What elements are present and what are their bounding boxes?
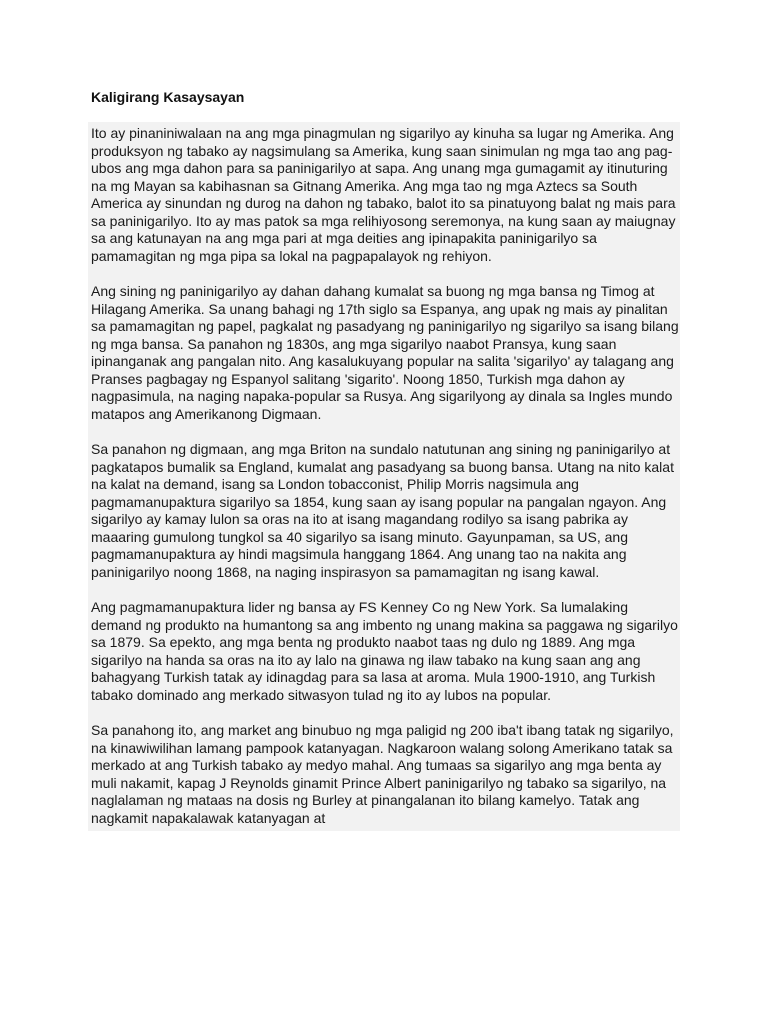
paragraph-2: Ang sining ng paninigarilyo ay dahan dahang kumalat sa buong ng mga bansa ng Timog at Hilagang Amerika. Sa unang bahagi ng 17th siglo sa Espanya, ang upak ng mais ay pinalitan sa pamamagitan ng papel, pagkalat ng pasadyang ng paninigarilyo ng sigarilyo sa isang bilang ng mga bansa. Sa panahon ng 1830s, ang mga sigarilyo naabot Pransya, kung saan ipinanganak ang pangalan nito. Ang kasalukuyang popular na salita 'sigarilyo' ay talagang ang Pranses pagbagay ng Espanyol salitang 'sigarito'. Noong 1850, Turkish mga dahon ay nagpasimula, na naging napaka-popular sa Rusya. Ang sigarilyong ay dinala sa Ingles mundo matapos ang Amerikanong Digmaan. xyxy=(91,283,679,422)
paragraph-3: Sa panahon ng digmaan, ang mga Briton na sundalo natutunan ang sining ng paninigarilyo at pagkatapos bumalik sa England, kumalat ang pasadyang sa buong bansa. Utang na nito kalat na kalat na demand, isang sa London tobacconist, Philip Morris nagsimula ang pagmamanupaktura sigarilyo sa 1854, kung saan ay isang popular na pangalan ngayon. Ang sigarilyo ay kamay lulon sa oras na ito at isang magandang rodilyo sa isang pabrika ay maaaring gumulong tungkol sa 40 sigarilyo sa isang minuto. Gayunpaman, sa US, ang pagmamanupaktura ay hindi magsimula hanggang 1864. Ang unang tao na nakita ang paninigarilyo noong 1868, na naging inspirasyon sa pamamagitan ng isang kawal. xyxy=(91,441,674,580)
document-title: Kaligirang Kasaysayan xyxy=(91,89,245,105)
document-body xyxy=(88,122,680,831)
paragraph-1: Ito ay pinaniniwalaan na ang mga pinagmulan ng sigarilyo ay kinuha sa lugar ng Amerika. Ang produksyon ng tabako ay nagsimulang sa Amerika, kung saan sinimulan ng mga tao ang pag-ubos ang mga dahon para sa paninigarilyo at sapa. Ang unang mga gumagamit ay itinuturing na mg Mayan sa kabihasnan sa Gitnang Amerika. Ang mga tao ng mga Aztecs sa South America ay sinundan ng durog na dahon ng tabako, balot ito sa pinatuyong balat ng mais para sa paninigarilyo. Ito ay mas patok sa mga relihiyosong seremonya, na kung saan ay maiugnay sa ang katunayan na ang mga pari at mga deities ang ipinapakita paninigarilyo sa pamamagitan ng mga pipa sa lokal na pagpapalayok ng rehiyon. xyxy=(91,125,676,264)
paragraph-5: Sa panahong ito, ang market ang binubuo ng mga paligid ng 200 iba't ibang tatak ng sigarilyo, na kinawiwilihan lamang pampook katanyagan. Nagkaroon walang solong Amerikano tatak sa merkado at ang Turkish tabako ay medyo mahal. Ang tumaas sa sigarilyo ang mga benta ay muli nakamit, kapag J Reynolds ginamit Prince Albert paninigarilyo ng tabako sa sigarilyo, na naglalaman ng mataas na dosis ng Burley at pinangalanan ito bilang kamelyo. Tatak ang nagkamit napakalawak katanyagan at xyxy=(91,722,674,826)
paragraph-4: Ang pagmamanupaktura lider ng bansa ay FS Kenney Co ng New York. Sa lumalaking demand ng produkto na humantong sa ang imbento ng unang makina sa paggawa ng sigarilyo sa 1879. Sa epekto, ang mga benta ng produkto naabot taas ng dulo ng 1889. Ang mga sigarilyo na handa sa oras na ito ay lalo na ginawa ng ilaw tabako na kung saan ang ang bahagyang Turkish tatak ay idinagdag para sa lasa at aroma. Mula 1900-1910, ang Turkish tabako dominado ang merkado sitwasyon tulad ng ito ay lubos na popular. xyxy=(91,599,678,703)
